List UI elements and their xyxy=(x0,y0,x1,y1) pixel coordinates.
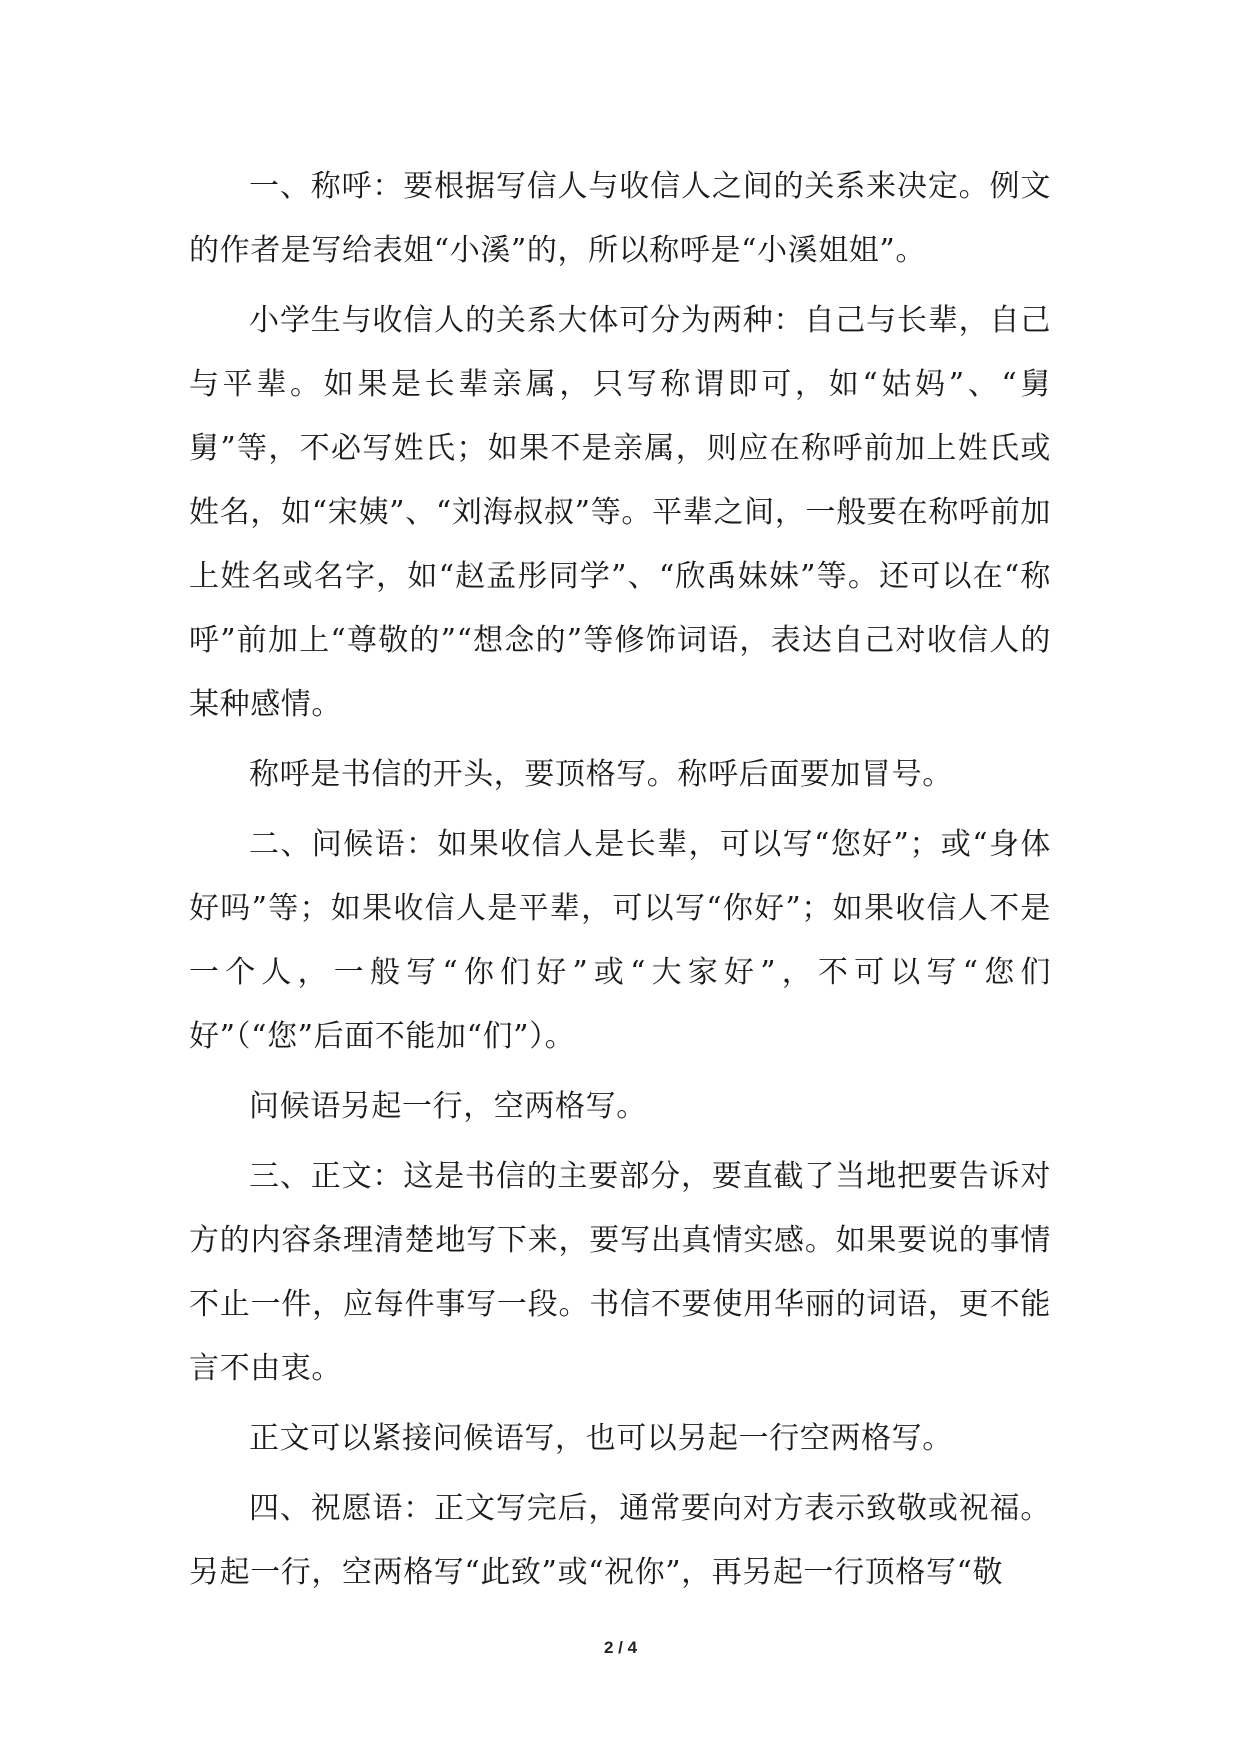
document-body xyxy=(189,155,1051,1611)
paragraph-closing-wishes: 四、祝愿语：正文写完后，通常要向对方表示致敬或祝福。另起一行，空两格写“此致”或“祝你”，再另起一行顶格写“敬 xyxy=(189,1491,1051,1590)
paragraph-greeting: 二、问候语：如果收信人是长辈，可以写“您好”；或“身体好吗”等；如果收信人是平辈，可以写“你好”；如果收信人不是一个人，一般写“你们好”或“大家好”，不可以写“您们好”（“您”后面不能加“们”）。 xyxy=(189,827,1051,1054)
paragraph-relationship: 小学生与收信人的关系大体可分为两种：自己与长辈，自己与平辈。如果是长辈亲属，只写称谓即可，如“姑妈”、“舅舅”等，不必写姓氏；如果不是亲属，则应在称呼前加上姓氏或姓名，如“宋姨”、“刘海叔叔”等。平辈之间，一般要在称呼前加上姓名或名字，如“赵孟彤同学”、“欣禹妹妹”等。还可以在“称呼”前加上“尊敬的”“想念的”等修饰词语，表达自己对收信人的某种感情。 xyxy=(189,303,1051,722)
paragraph-greeting-format: 问候语另起一行，空两格写。 xyxy=(249,1089,647,1124)
paragraph-salutation-format: 称呼是书信的开头，要顶格写。称呼后面要加冒号。 xyxy=(249,757,953,792)
page-number: 2 / 4 xyxy=(603,1638,638,1657)
paragraph-body-text: 三、正文：这是书信的主要部分，要直截了当地把要告诉对方的内容条理清楚地写下来，要写出真情实感。如果要说的事情不止一件，应每件事写一段。书信不要使用华丽的词语，更不能言不由衷。 xyxy=(189,1159,1051,1386)
paragraph-body-format: 正文可以紧接问候语写，也可以另起一行空两格写。 xyxy=(249,1421,953,1456)
paragraph-salutation: 一、称呼：要根据写信人与收信人之间的关系来决定。例文的作者是写给表姐“小溪”的，所以称呼是“小溪姐姐”。 xyxy=(189,169,1051,268)
